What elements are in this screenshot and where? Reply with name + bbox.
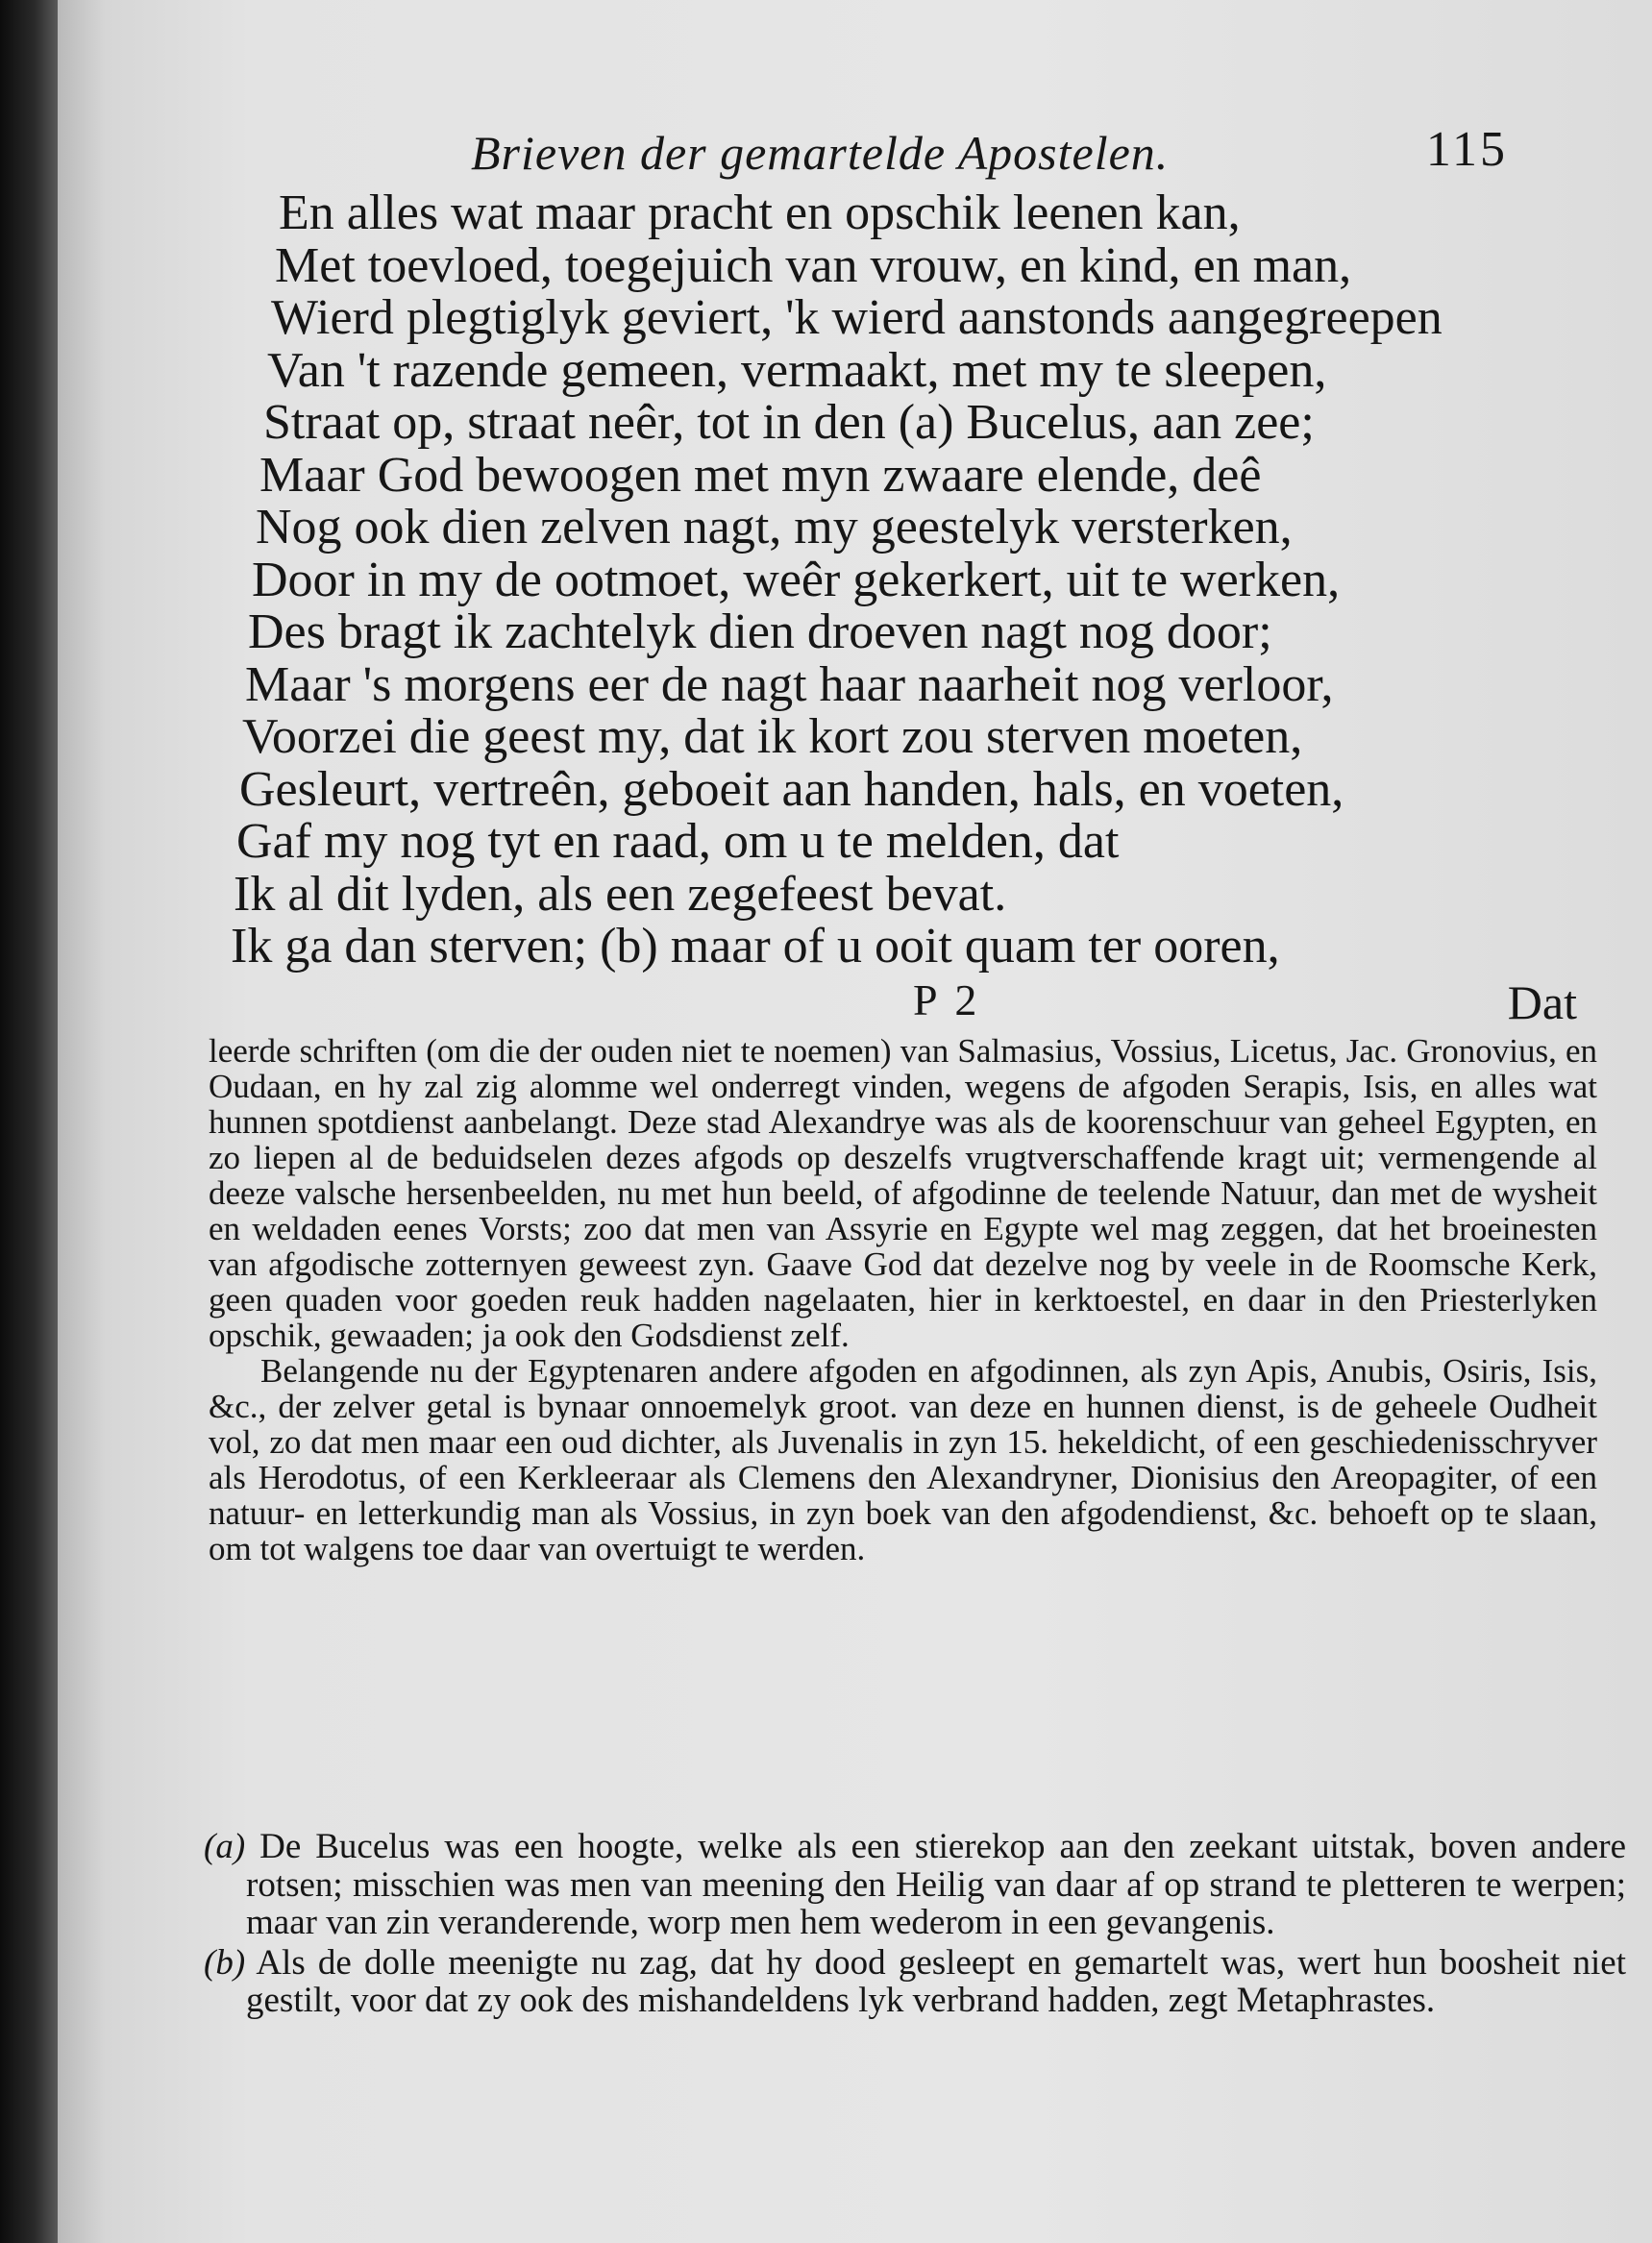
verse-line: Maar 's morgens eer de nagt haar naarheit nog verloor,: [245, 656, 1334, 712]
footnote-text: De Bucelus was een hoogte, welke als een stierekop aan den zeekant uitstak, boven andere rotsen; misschien was men van meening den Heilig van daar af op strand te pletteren te werpen; maar van zin veranderende, worp men hem wederom in een gevangenis.: [246, 1827, 1627, 1942]
verse-line: Des bragt ik zachtelyk dien droeven nagt nog door;: [248, 604, 1272, 659]
verse-line: Gesleurt, vertreên, geboeit aan handen, hals, en voeten,: [239, 761, 1344, 817]
footnote-text: Als de dolle meenigte nu zag, dat hy dood gesleept en gemartelt was, wert hun boosheit niet gestilt, voor dat zy ook des mishandeldens lyk verbrand hadden, zegt Metaphrastes.: [246, 1942, 1626, 2020]
verse-line: Gaf my nog tyt en raad, om u te melden, dat: [236, 814, 1120, 869]
verse-block: [183, 187, 1624, 974]
commentary-paragraph: leerde schriften (om die der ouden niet te noemen) van Salmasius, Vossius, Licetus, Jac. Gronovius, en Oudaan, en hy zal zig alomme wel onderregt vinden, wegens de afgoden Serapis, Isis, en alles wat hunnen spotdienst aanbelangt. Deze stad Alexandrye was als de koorenschuur van geheel Egypten, en zo liepen al de beduidselen dezes afgods op deszelfs vrugtverschaffende kragt uit; vermengende al deeze valsche hersenbeelden, nu met hun beeld, of afgodinne de teelende Natuur, dan met de wysheit en weldaden eenes Vorsts; zoo dat men van Assyrie en Egypte wel mag zeggen, dat het broeinesten van afgodische zotternyen geweest zyn. Gaave God dat dezelve nog by veele in de Roomsche Kerk, geen quaden voor goeden reuk hadden nagelaaten, hier in kerktoestel, en daar in den Priesterlyken opschik, gewaaden; ja ook den Godsdienst zelf.: [209, 1032, 1597, 1354]
commentary-paragraph: Belangende nu der Egyptenaren andere afgoden en afgodinnen, als zyn Apis, Anubis, Osiris, Isis, &c., der zelver getal is bynaar onnoemelyk groot. van deze en hunnen dienst, is de geheele Oudheit vol, zo dat men maar een oud dichter, als Juvenalis in zyn 15. hekeldicht, of een geschiedenisschryver als Herodotus, of een Kerkleeraar als Clemens den Alexandryner, Dionisius den Areopagiter, of een natuur- en letterkundig man als Vossius, in zyn boek van den afgodendienst, &c. behoeft op te slaan, om tot walgens toe daar van overtuigt te werden.: [209, 1352, 1597, 1567]
running-title: Brieven der gemartelde Apostelen.: [471, 126, 1170, 180]
verse-line: Voorzei die geest my, dat ik kort zou sterven moeten,: [242, 709, 1303, 764]
signature-mark: P 2: [913, 975, 981, 1024]
verse-line: Straat op, straat neêr, tot in den (a) Bucelus, aan zee;: [263, 395, 1315, 450]
verse-line: Maar God bewoogen met myn zwaare elende, deê: [259, 447, 1262, 503]
footnote-a: [204, 1828, 1626, 1942]
verse-line: Ik al dit lyden, als een zegefeest bevat.: [234, 866, 1007, 922]
verse-line: Nog ook dien zelven nagt, my geestelyk versterken,: [256, 500, 1293, 555]
book-page: [58, 0, 1652, 2243]
footnotes-block: [204, 1828, 1626, 2022]
verse-line: En alles wat maar pracht en opschik leenen kan,: [279, 185, 1241, 240]
signature-row: [58, 974, 1652, 1032]
footnote-marker: (a): [204, 1827, 246, 1866]
verse-line: Wierd plegtiglyk geviert, 'k wierd aanstonds aangegreepen: [271, 290, 1442, 345]
page-number: 115: [1425, 122, 1508, 177]
catchword: Dat: [1507, 975, 1577, 1029]
page-header: [471, 115, 1508, 183]
verse-line: Door in my de ootmoet, weêr gekerkert, uit te werken,: [252, 552, 1341, 607]
verse-line: Met toevloed, toegejuich van vrouw, en kind, en man,: [275, 237, 1352, 293]
verse-line: Van 't razende gemeen, vermaakt, met my te sleepen,: [267, 342, 1327, 398]
footnote-b: [204, 1944, 1626, 2020]
commentary-block: [209, 1033, 1597, 1566]
verse-line: Ik ga dan sterven; (b) maar of u ooit quam ter ooren,: [231, 919, 1280, 974]
book-gutter: [0, 0, 58, 2243]
footnote-marker: (b): [204, 1942, 246, 1983]
